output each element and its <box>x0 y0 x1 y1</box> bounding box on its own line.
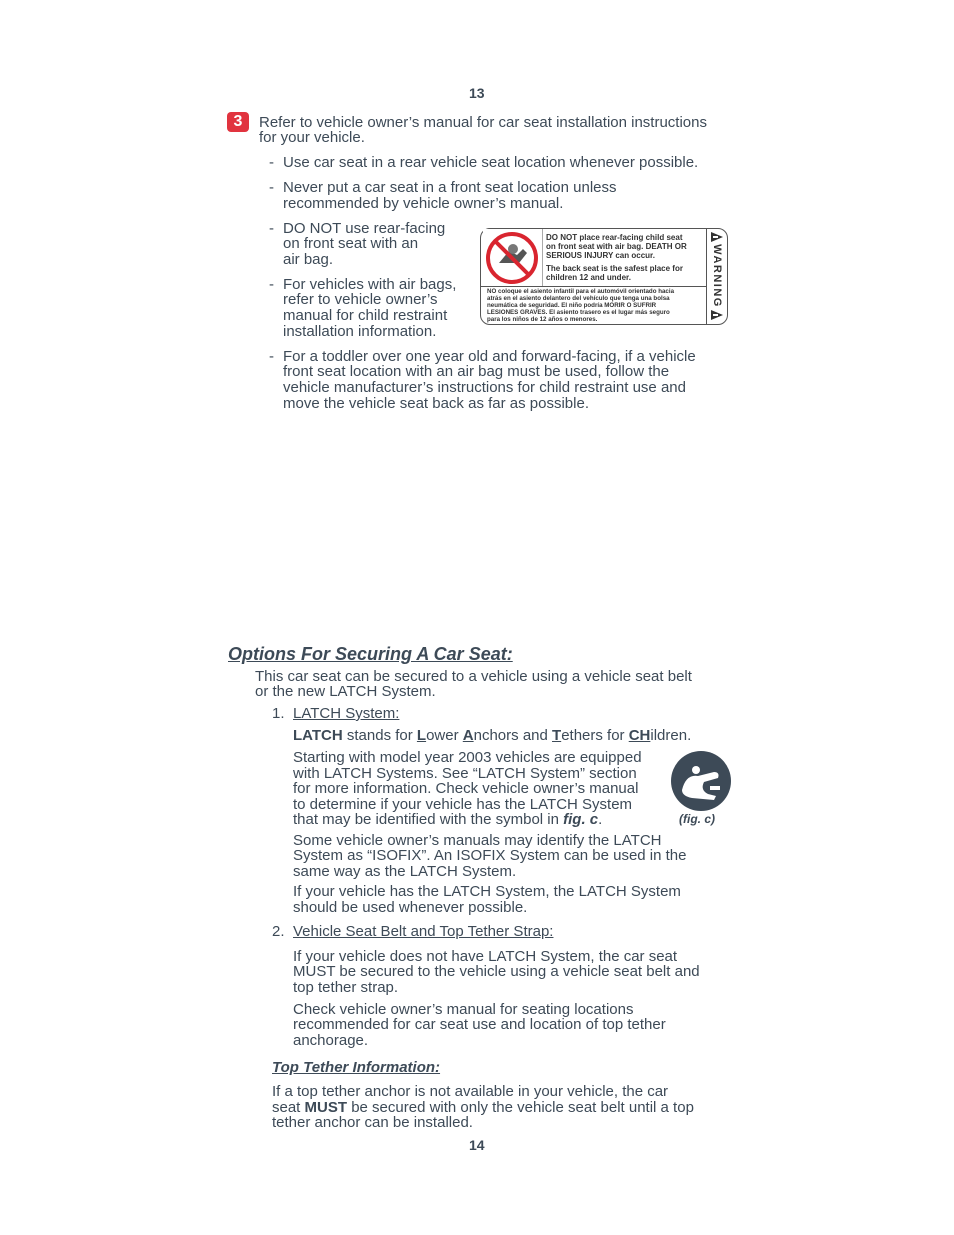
tether-text: seat <box>272 1099 305 1116</box>
tether-text: be secured with only the vehicle seat belt until a top <box>347 1099 694 1116</box>
warning-en-line: The back seat is the safest place for <box>546 264 683 273</box>
intro-line: or the new LATCH System. <box>255 683 436 700</box>
latch-para-text: that may be identified with the symbol in <box>293 811 564 828</box>
latch-para-line: should be used whenever possible. <box>293 899 528 916</box>
latch-para-line: same way as the LATCH System. <box>293 863 517 880</box>
latch-letter: L <box>416 727 427 744</box>
latch-para-line: Some vehicle owner’s manuals may identify the LATCH <box>293 832 662 849</box>
seatbelt-para-line: If your vehicle does not have LATCH System, the car seat <box>293 948 678 965</box>
bullet-text: installation information. <box>283 323 437 340</box>
latch-letter: A <box>462 727 474 744</box>
latch-para-line: for more information. Check vehicle owner’s manual <box>293 780 639 797</box>
bullet-dash: - <box>269 276 274 293</box>
bullet-text: manual for child restraint <box>283 307 448 324</box>
warning-en-line: DO NOT place rear-facing child seat <box>546 233 683 242</box>
tether-line: If a top tether anchor is not available in your vehicle, the car <box>272 1083 669 1100</box>
warning-divider <box>481 286 706 287</box>
page-number-bottom: 14 <box>469 1137 485 1153</box>
bullet-text: For vehicles with air bags, <box>283 276 457 293</box>
latch-para-line: Starting with model year 2003 vehicles are equipped <box>293 749 642 766</box>
latch-symbol-icon <box>670 750 732 812</box>
bullet-text: move the vehicle seat back as far as possible. <box>283 395 589 412</box>
bullet-text: Use car seat in a rear vehicle seat location whenever possible. <box>283 154 699 171</box>
section-heading: Options For Securing A Car Seat: <box>228 644 513 664</box>
latch-letter: T <box>552 727 562 744</box>
fig-reference: fig. c <box>563 811 599 828</box>
warning-triangle-icon <box>710 309 724 321</box>
intro-line: This car seat can be secured to a vehicle using a vehicle seat belt <box>255 668 692 685</box>
warning-es-line: para los niños de 12 años o menores. <box>487 316 598 323</box>
warning-triangle-icon <box>710 231 724 243</box>
item-title-latch: LATCH System: <box>293 705 400 722</box>
latch-bold: LATCH <box>293 727 343 744</box>
period: . <box>598 811 603 828</box>
item-title-seatbelt: Vehicle Seat Belt and Top Tether Strap: <box>293 923 554 940</box>
warning-es-line: NO coloque el asiento infantil para el automóvil orientado hacia <box>487 288 675 295</box>
bullet-dash: - <box>269 154 274 171</box>
bullet-text: air bag. <box>283 251 334 268</box>
latch-para-line: If your vehicle has the LATCH System, the LATCH System <box>293 883 681 900</box>
bullet-text: on front seat with an <box>283 235 419 252</box>
must-bold: MUST <box>304 1099 348 1116</box>
seatbelt-para-line: anchorage. <box>293 1032 369 1049</box>
top-tether-heading: Top Tether Information: <box>272 1059 441 1076</box>
latch-para-line: with LATCH Systems. See “LATCH System” section <box>293 765 637 782</box>
warning-en-line: SERIOUS INJURY can occur. <box>546 251 655 260</box>
page-number-top: 13 <box>469 85 485 101</box>
bullet-dash: - <box>269 179 274 196</box>
fig-caption: (fig. c) <box>679 812 715 826</box>
tether-line: tether anchor can be installed. <box>272 1114 473 1131</box>
latch-def-part: ildren. <box>650 727 692 744</box>
seatbelt-para-line: recommended for car seat use and location of top tether <box>293 1016 666 1033</box>
seatbelt-para-line: top tether strap. <box>293 979 399 996</box>
warning-es-line: neumática de seguridad. El niño podría MORIR O SUFRIR <box>487 302 657 309</box>
seatbelt-para-line: Check vehicle owner’s manual for seating locations <box>293 1001 634 1018</box>
bullet-dash: - <box>269 220 274 237</box>
list-number: 2. <box>272 923 285 940</box>
bullet-text: front seat location with an air bag must be used, follow the <box>283 363 670 380</box>
latch-para-line: System as “ISOFIX”. An ISOFIX System can be used in the <box>293 847 687 864</box>
bullet-text: DO NOT use rear-facing <box>283 220 446 237</box>
intro-line: for your vehicle. <box>259 129 365 146</box>
warning-es-line: atrás en el asiento delantero del vehículo que tenga una bolsa <box>487 295 670 302</box>
latch-def-part: stands for <box>342 727 417 744</box>
latch-letter: CH <box>628 727 651 744</box>
latch-para-line: to determine if your vehicle has the LATCH System <box>293 796 633 813</box>
bullet-text: vehicle manufacturer’s instructions for child restraint use and <box>283 379 686 396</box>
latch-def-part: ower <box>426 727 463 744</box>
warning-es-line: LESIONES GRAVES. El asiento trasero es el lugar más seguro <box>487 309 670 316</box>
warning-vertical-text: WARNING <box>711 244 723 308</box>
intro-line: Refer to vehicle owner’s manual for car seat installation instructions <box>259 114 707 131</box>
latch-definition <box>293 728 691 744</box>
latch-para-line <box>293 812 602 828</box>
list-number: 1. <box>272 705 285 722</box>
step-badge: 3 <box>227 112 249 132</box>
warning-en-line: on front seat with air bag. DEATH OR <box>546 242 687 251</box>
bullet-text: refer to vehicle owner’s <box>283 291 438 308</box>
seatbelt-para-line: MUST be secured to the vehicle using a vehicle seat belt and <box>293 963 700 980</box>
bullet-dash: - <box>269 348 274 365</box>
bullet-text: recommended by vehicle owner’s manual. <box>283 195 564 212</box>
bullet-text: For a toddler over one year old and forward-facing, if a vehicle <box>283 348 696 365</box>
latch-def-part: ethers for <box>561 727 629 744</box>
no-rear-facing-seat-airbag-icon <box>483 229 543 287</box>
latch-def-part: nchors and <box>473 727 553 744</box>
bullet-text: Never put a car seat in a front seat location unless <box>283 179 617 196</box>
warning-en-line: children 12 and under. <box>546 273 631 282</box>
